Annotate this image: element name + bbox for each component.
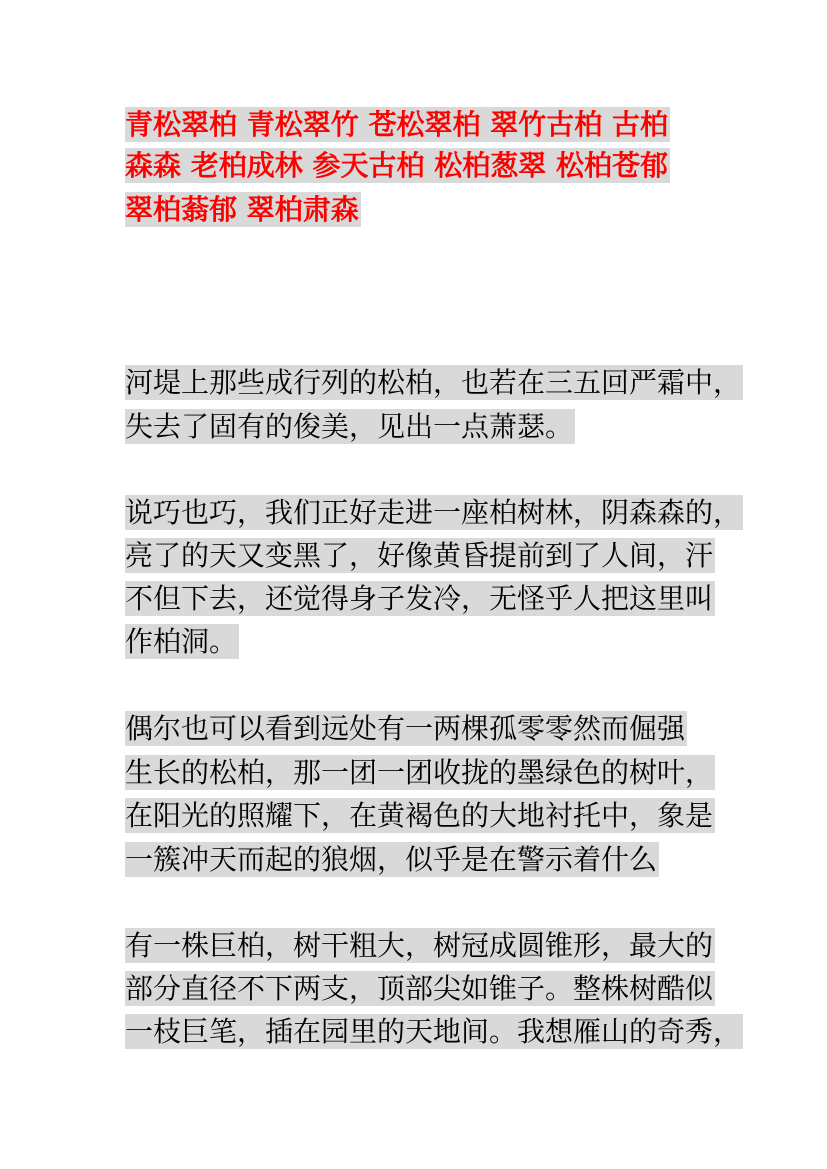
paragraph-line: 生长的松柏，那一团一团收拢的墨绿色的树叶， [125,756,714,789]
heading-line: 翠柏蓊郁 翠柏肃森 [125,193,359,226]
paragraph-line: 说巧也巧，我们正好走进一座柏树林，阴森森的， [125,496,742,529]
paragraph-line: 在阳光的照耀下，在黄褐色的大地衬托中，象是 [125,799,714,832]
paragraph-line: 一枝巨笔，插在园里的天地间。我想雁山的奇秀， [125,1015,742,1048]
heading-line: 青松翠柏 青松翠竹 苍松翠柏 翠竹古柏 古柏 [125,108,668,141]
heading-line: 森森 老柏成林 参天古柏 松柏葱翠 松柏苍郁 [125,149,668,182]
paragraph-line: 部分直径不下两支，顶部尖如锥子。整株树酷似 [125,972,714,1005]
paragraph-line: 不但下去，还觉得身子发冷，无怪乎人把这里叫 [125,582,714,615]
paragraph-line: 河堤上那些成行列的松柏，也若在三五回严霜中， [125,366,742,399]
paragraph-line: 有一株巨柏，树干粗大，树冠成圆锥形，最大的 [125,929,714,962]
paragraph-line: 亮了的天又变黑了，好像黄昏提前到了人间，汗 [125,539,714,572]
paragraph-line: 偶尔也可以看到远处有一两棵孤零零然而倔强 [125,712,686,745]
paragraph-line: 作柏洞。 [125,625,238,658]
paragraph-line: 失去了固有的俊美，见出一点萧瑟。 [125,410,574,443]
paragraph-line: 一簇冲天而起的狼烟，似乎是在警示着什么 [125,843,658,876]
